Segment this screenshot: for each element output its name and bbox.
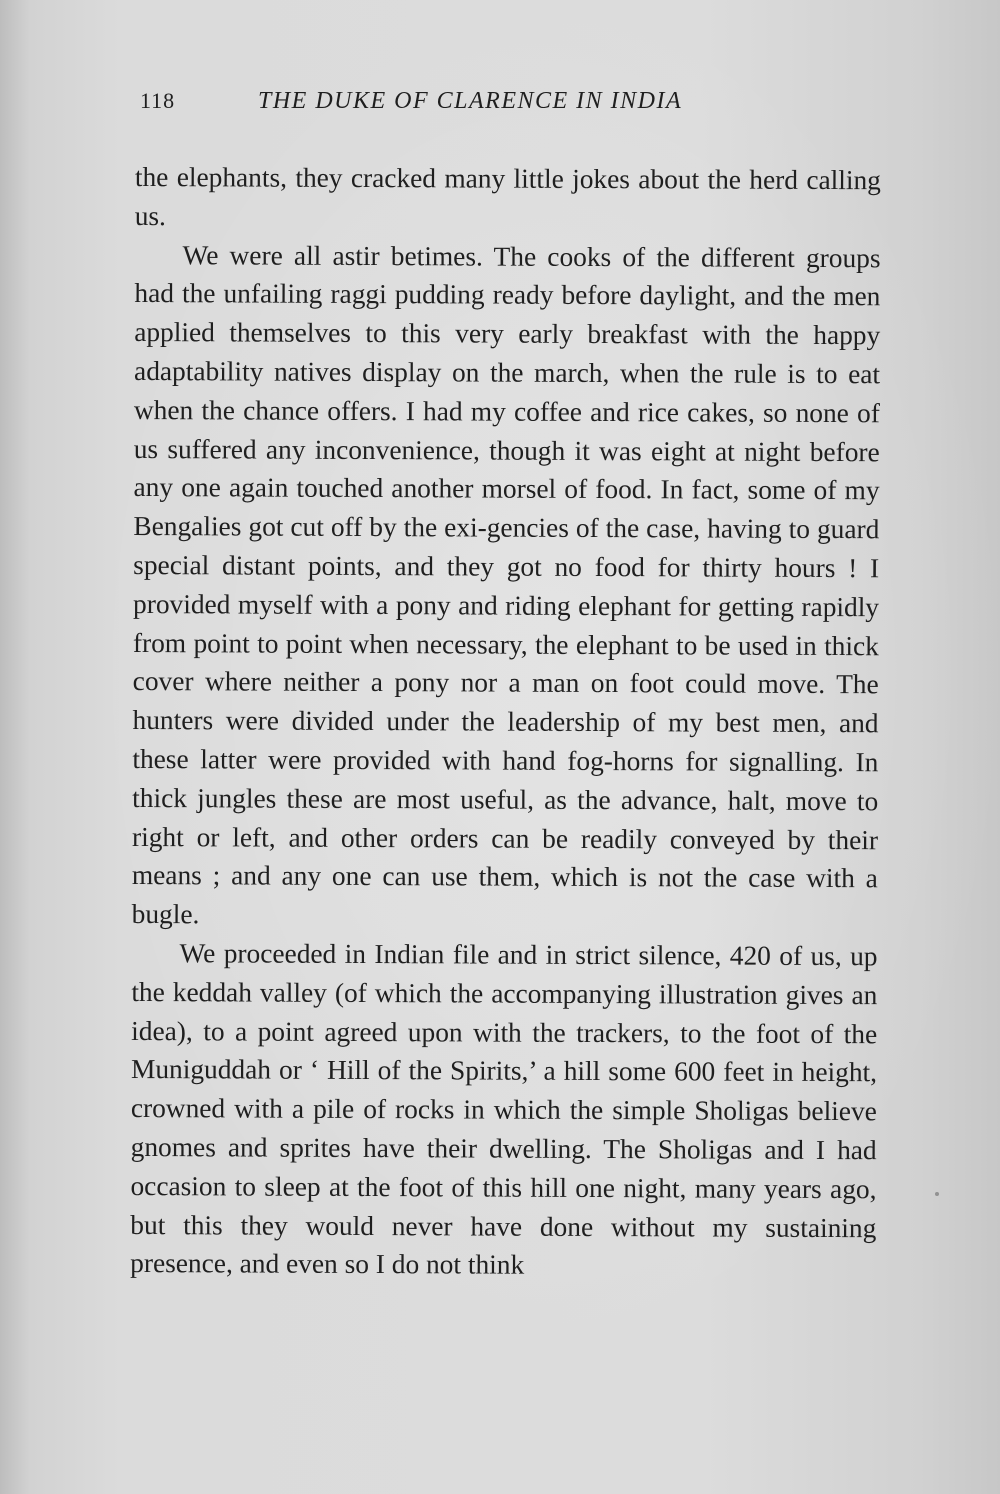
body-text bbox=[130, 158, 881, 1286]
paper-speck bbox=[935, 1192, 939, 1196]
paragraph-preparations: We were all astir betimes. The cooks of the different groups had the unfailing raggi pudding ready before daylight, and the men applied themselves to this very early breakfast with the happy adaptability natives display on the march, when the rule is to eat when the chance offers. I had my coffee and rice cakes, so none of us suffered any inconvenience, though it was eight at night before any one again touched another morsel of food. In fact, some of my Bengalies got cut off by the exi-gencies of the case, having to guard special distant points, and they got no food for thirty hours ! I provided myself with a pony and riding elephant for getting rapidly from point to point when necessary, the elephant to be used in thick cover where neither a pony nor a man on foot could move. The hunters were divided under the leadership of my best men, and these latter were provided with hand fog-horns for signalling. In thick jungles these are most useful, as the advance, halt, move to right or left, and other orders can be readily conveyed by their means ; and any one can use them, which is not the case with a bugle. bbox=[131, 239, 881, 930]
running-title: THE DUKE OF CLARENCE IN INDIA bbox=[258, 88, 683, 114]
page-number: 118 bbox=[140, 88, 176, 113]
paragraph-march: We proceeded in Indian file and in strict silence, 420 of us, up the keddah valley (of which the accompanying illustration gives an idea), to a point agreed upon with the trackers, to the foot of the Muniguddah or ‘ Hill of the Spirits,’ a hill some 600 feet in height, crowned with a pile of rocks in which the simple Sholigas believe gnomes and sprites have their dwelling. The Sholigas and I had occasion to sleep at the foot of this hill one night, many years ago, but this they would never have done without my sustaining presence, and even so I do not think bbox=[130, 938, 878, 1281]
paragraph-continuation: the elephants, they cracked many little jokes about the herd calling us. bbox=[134, 161, 881, 231]
page-header bbox=[140, 88, 880, 128]
